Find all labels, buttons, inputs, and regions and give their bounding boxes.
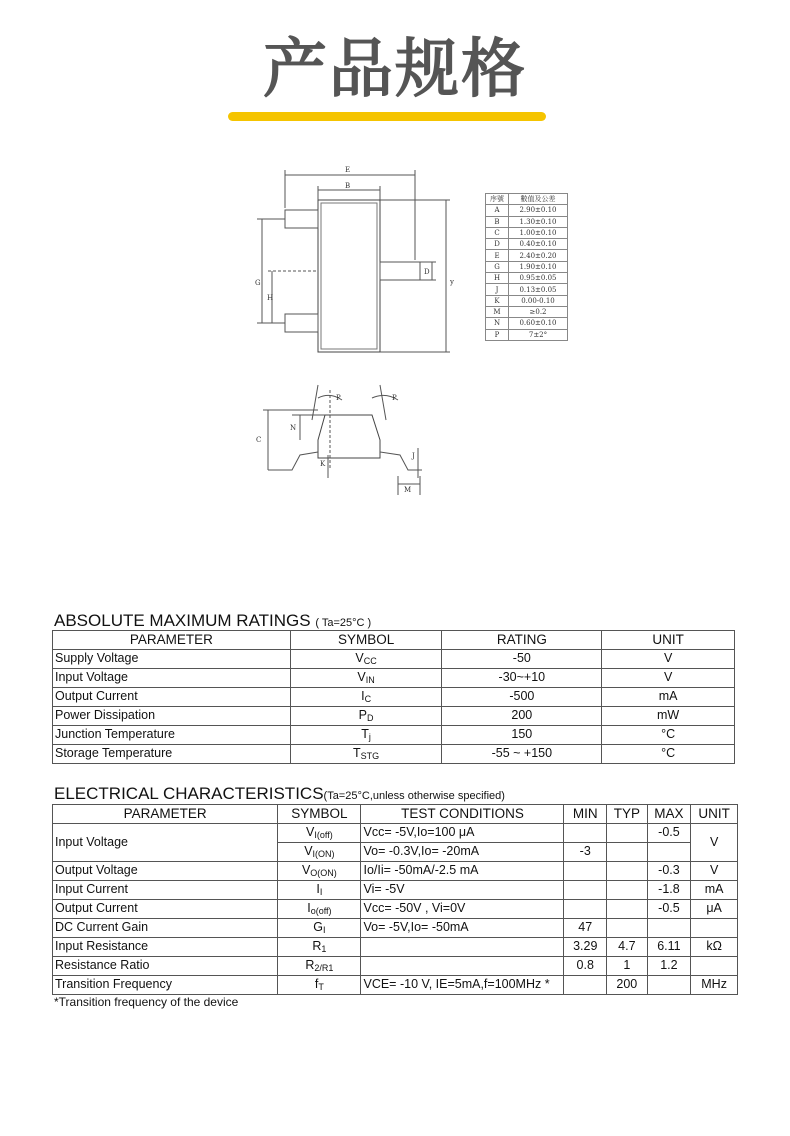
unit-cell: V: [691, 861, 738, 880]
label-e: E: [345, 166, 351, 174]
cond-cell: [361, 956, 564, 975]
label-j: J: [412, 452, 415, 460]
table-row: [53, 899, 738, 918]
elec-header-cell: TEST CONDITIONS: [361, 805, 564, 824]
symbol-letter: I: [307, 900, 311, 915]
symbol-subscript: I: [322, 924, 326, 935]
label-c: C: [256, 436, 262, 444]
symbol-cell: [278, 842, 361, 861]
elec-header-cell: TYP: [607, 805, 648, 824]
dim-row: [486, 295, 568, 306]
dim-value: 0.13±0.05: [509, 284, 568, 295]
abs-header-cell: SYMBOL: [290, 631, 442, 650]
symbol-letter: V: [306, 824, 315, 839]
label-p2: P: [392, 394, 397, 402]
table-row: [53, 861, 738, 880]
symbol-letter: I: [361, 688, 365, 703]
cond-cell: Vi= -5V: [361, 880, 564, 899]
symbol-cell: [290, 687, 442, 706]
cond-cell: VCE= -10 V, IE=5mA,f=100MHz *: [361, 975, 564, 994]
symbol-cell: [278, 956, 361, 975]
title-underline: [228, 112, 546, 121]
max-cell: [647, 975, 691, 994]
unit-cell: °C: [602, 725, 735, 744]
typ-cell: 200: [607, 975, 648, 994]
symbol-cell: [278, 937, 361, 956]
label-b: B: [345, 182, 351, 190]
table-row: [53, 706, 735, 725]
symbol-subscript: 2/R1: [314, 962, 334, 973]
dim-code: D: [486, 239, 509, 250]
label-m: M: [404, 486, 412, 494]
min-cell: [564, 880, 607, 899]
cond-cell: Vo= -5V,Io= -50mA: [361, 918, 564, 937]
dim-code: A: [486, 205, 509, 216]
unit-cell: mA: [691, 880, 738, 899]
dim-code: K: [486, 295, 509, 306]
dim-row: [486, 306, 568, 317]
symbol-cell: [278, 880, 361, 899]
symbol-subscript: CC: [363, 655, 377, 666]
cond-cell: Vo= -0.3V,Io= -20mA: [361, 842, 564, 861]
dim-code: P: [486, 329, 509, 340]
symbol-cell: [290, 725, 442, 744]
unit-cell: kΩ: [691, 937, 738, 956]
symbol-letter: f: [314, 976, 319, 991]
unit-cell: MHz: [691, 975, 738, 994]
table-row: [53, 668, 735, 687]
symbol-subscript: I: [319, 886, 323, 897]
max-cell: -0.5: [647, 823, 691, 842]
pin-left-bottom: [285, 314, 318, 332]
cond-cell: Vcc= -50V , Vi=0V: [361, 899, 564, 918]
symbol-letter: V: [304, 843, 313, 858]
dim-code: B: [486, 216, 509, 227]
elec-header-cell: MIN: [564, 805, 607, 824]
symbol-subscript: C: [364, 693, 372, 704]
pin-right: [380, 262, 420, 280]
dim-value: 2.90±0.10: [509, 205, 568, 216]
param-cell: Input Resistance: [53, 937, 278, 956]
symbol-letter: P: [358, 707, 367, 722]
param-cell: Power Dissipation: [53, 706, 291, 725]
dim-code: M: [486, 306, 509, 317]
symbol-cell: [290, 649, 442, 668]
param-cell: Junction Temperature: [53, 725, 291, 744]
elec-header-cell: UNIT: [691, 805, 738, 824]
elec-header-cell: SYMBOL: [278, 805, 361, 824]
min-cell: [564, 823, 607, 842]
symbol-cell: [278, 899, 361, 918]
param-cell: Input Voltage: [53, 668, 291, 687]
max-cell: -0.3: [647, 861, 691, 880]
symbol-subscript: j: [368, 731, 371, 742]
max-cell: [647, 918, 691, 937]
table-row: [53, 975, 738, 994]
symbol-letter: T: [361, 726, 369, 741]
dim-row: [486, 318, 568, 329]
dim-row: [486, 329, 568, 340]
elec-table: [52, 804, 738, 995]
symbol-subscript: I(off): [314, 829, 333, 840]
symbol-letter: I: [316, 881, 320, 896]
cond-cell: [361, 937, 564, 956]
pin-left-top: [285, 210, 318, 228]
symbol-cell: [278, 918, 361, 937]
typ-cell: [607, 861, 648, 880]
dimension-table: [485, 193, 568, 341]
symbol-subscript: O(ON): [310, 867, 337, 878]
min-cell: 3.29: [564, 937, 607, 956]
typ-cell: [607, 918, 648, 937]
table-row: [53, 744, 735, 763]
unit-cell: [691, 918, 738, 937]
typ-cell: 4.7: [607, 937, 648, 956]
param-cell: Supply Voltage: [53, 649, 291, 668]
unit-cell: V: [691, 823, 738, 861]
param-cell: Resistance Ratio: [53, 956, 278, 975]
param-cell: Output Current: [53, 687, 291, 706]
min-cell: [564, 975, 607, 994]
label-k: K: [320, 460, 326, 468]
unit-cell: °C: [602, 744, 735, 763]
elec-header-cell: MAX: [647, 805, 691, 824]
dim-value: 1.90±0.10: [509, 261, 568, 272]
table-row: [53, 956, 738, 975]
max-cell: 6.11: [647, 937, 691, 956]
unit-cell: μA: [691, 899, 738, 918]
rating-cell: -55 ~ +150: [442, 744, 602, 763]
typ-cell: [607, 842, 648, 861]
symbol-cell: [290, 744, 442, 763]
min-cell: 0.8: [564, 956, 607, 975]
dim-value: 0.95±0.05: [509, 273, 568, 284]
dim-code: E: [486, 250, 509, 261]
typ-cell: [607, 823, 648, 842]
footnote: *Transition frequency of the device: [54, 995, 239, 1009]
body-outline: [318, 200, 380, 352]
dim-value: 2.40±0.20: [509, 250, 568, 261]
dim-value: ≥0.2: [509, 306, 568, 317]
symbol-letter: V: [355, 650, 364, 665]
max-cell: 1.2: [647, 956, 691, 975]
unit-cell: V: [602, 668, 735, 687]
dim-row: [486, 261, 568, 272]
label-p1: P: [336, 394, 341, 402]
symbol-cell: [290, 668, 442, 687]
symbol-subscript: T: [318, 981, 324, 992]
symbol-cell: [278, 861, 361, 880]
param-cell: Storage Temperature: [53, 744, 291, 763]
dim-row: [486, 239, 568, 250]
table-row: [53, 937, 738, 956]
symbol-letter: T: [353, 745, 361, 760]
min-cell: 47: [564, 918, 607, 937]
dim-row: [486, 216, 568, 227]
dim-header-row: [486, 194, 568, 205]
dim-code: J: [486, 284, 509, 295]
rating-cell: 200: [442, 706, 602, 725]
abs-max-table: [52, 630, 735, 764]
dim-code: G: [486, 261, 509, 272]
table-row: [53, 918, 738, 937]
label-d: D: [424, 268, 430, 276]
dim-value: 7±2°: [509, 329, 568, 340]
unit-cell: V: [602, 649, 735, 668]
symbol-letter: G: [313, 919, 323, 934]
dim-value: 0.00-0.10: [509, 295, 568, 306]
dim-code: H: [486, 273, 509, 284]
label-h: H: [267, 294, 274, 302]
dim-row: [486, 205, 568, 216]
elec-header-cell: PARAMETER: [53, 805, 278, 824]
abs-header-cell: UNIT: [602, 631, 735, 650]
typ-cell: [607, 899, 648, 918]
dim-row: [486, 273, 568, 284]
table-row: [53, 725, 735, 744]
symbol-subscript: IN: [365, 674, 375, 685]
symbol-cell: [278, 823, 361, 842]
label-g: G: [255, 279, 261, 287]
dim-value: 1.00±0.10: [509, 227, 568, 238]
symbol-letter: V: [357, 669, 366, 684]
abs-max-title: ABSOLUTE MAXIMUM RATINGS ( Ta=25°C ): [54, 611, 372, 630]
dim-value: 1.30±0.10: [509, 216, 568, 227]
dim-row: [486, 227, 568, 238]
unit-cell: [691, 956, 738, 975]
label-y: y: [450, 278, 454, 286]
dim-code: C: [486, 227, 509, 238]
dim-header-cell: 數值及公差: [509, 194, 568, 205]
rating-cell: -30~+10: [442, 668, 602, 687]
param-cell: Output Voltage: [53, 861, 278, 880]
table-row: [53, 687, 735, 706]
symbol-letter: R: [312, 938, 322, 953]
cond-cell: Vcc= -5V,Io=100 μA: [361, 823, 564, 842]
symbol-subscript: D: [367, 712, 374, 723]
max-cell: -0.5: [647, 899, 691, 918]
param-cell: Output Current: [53, 899, 278, 918]
unit-cell: mA: [602, 687, 735, 706]
dim-row: [486, 250, 568, 261]
symbol-cell: [278, 975, 361, 994]
dim-value: 0.40±0.10: [509, 239, 568, 250]
symbol-subscript: 1: [321, 943, 327, 954]
symbol-subscript: I(ON): [312, 848, 335, 859]
rating-cell: -500: [442, 687, 602, 706]
param-cell: DC Current Gain: [53, 918, 278, 937]
typ-cell: 1: [607, 956, 648, 975]
table-row: [53, 649, 735, 668]
symbol-letter: R: [305, 957, 315, 972]
dim-code: N: [486, 318, 509, 329]
symbol-letter: V: [301, 862, 311, 877]
abs-header-cell: PARAMETER: [53, 631, 291, 650]
param-cell: Input Voltage: [53, 823, 278, 861]
dim-value: 0.60±0.10: [509, 318, 568, 329]
rating-cell: 150: [442, 725, 602, 744]
abs-header-cell: RATING: [442, 631, 602, 650]
elec-title: ELECTRICAL CHARACTERISTICS(Ta=25°C,unless otherwise specified): [54, 784, 505, 803]
label-n: N: [290, 424, 297, 432]
dim-row: [486, 284, 568, 295]
table-row: [53, 823, 738, 842]
table-row: [53, 880, 738, 899]
param-cell: Input Current: [53, 880, 278, 899]
symbol-subscript: o(off): [310, 905, 332, 916]
rating-cell: -50: [442, 649, 602, 668]
symbol-cell: [290, 706, 442, 725]
min-cell: [564, 899, 607, 918]
cond-cell: Io/Ii= -50mA/-2.5 mA: [361, 861, 564, 880]
page-title: 产品规格: [263, 33, 527, 107]
unit-cell: mW: [602, 706, 735, 725]
typ-cell: [607, 880, 648, 899]
min-cell: -3: [564, 842, 607, 861]
max-cell: -1.8: [647, 880, 691, 899]
max-cell: [647, 842, 691, 861]
dim-header-cell: 序號: [486, 194, 509, 205]
min-cell: [564, 861, 607, 880]
package-outline-drawing: [0, 150, 790, 510]
param-cell: Transition Frequency: [53, 975, 278, 994]
symbol-subscript: STG: [360, 750, 380, 761]
